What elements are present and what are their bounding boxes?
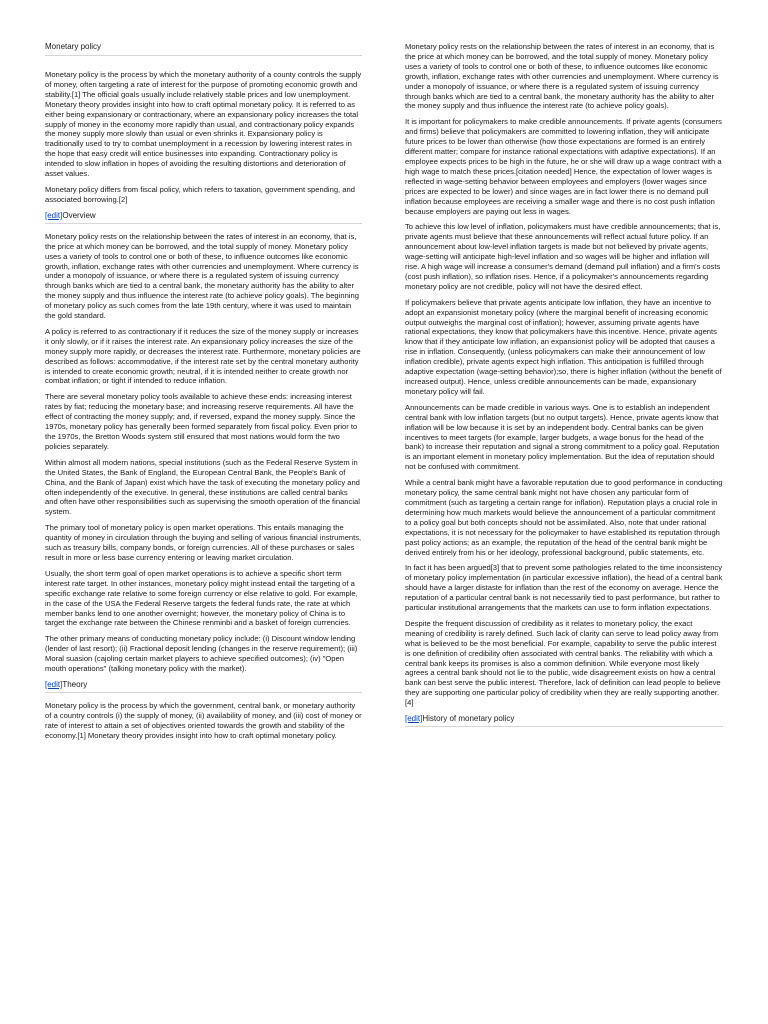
right-paragraph-5: Announcements can be made credible in various ways. One is to establish an independent central bank with low inflation targets (but no output targets). Hence, private agents know that inflation will be low because it is set by an independent body. Central banks can be given incentives to meet targets (for example, larger budgets, a wage bonus for the head of the bank) to increase their reputation and signal a strong commitment to a policy goal. Reputation is an important element in monetary policy implementation. But the idea of reputation should not be confused with commitment. [405,402,720,472]
overview-paragraph-4: Within almost all modern nations, special institutions (such as the Federal Reserve System in the United States, the Bank of England, the European Central Bank, the People's Bank of China, and the Bank of Japan) exist which have the task of executing the monetary policy and often independently of the executive. In general, these institutions are called central banks and often have other responsibilities such as supervising the smooth operation of the financial system. [45,457,360,517]
history-edit-link[interactable]: [edit] [405,714,423,724]
right-paragraph-4: If policymakers believe that private agents anticipate low inflation, they have an incentive to adopt an expansionist monetary policy (where the marginal benefit of increasing economic output outweighs the marginal cost of inflation); however, assuming private agents have rational expectations, they know that policymakers have this incentive. Hence, private agents know that if they anticipate low inflation, an expansionist policy will be adopted that causes a rise in inflation. Consequently, (unless policymakers can make their announcement of low inflation credible), private agents expect high inflation. This anticipation is fulfilled through adaptive expectation (wage-setting behavior);so, there is higher inflation (without the benefit of increased output). Hence, unless credible announcements can be made, expansionary monetary policy will fail. [405,297,722,396]
overview-paragraph-6: Usually, the short term goal of open market operations is to achieve a specific short term interest rate target. In other instances, monetary policy might instead entail the targeting of a specific exchange rate relative to some foreign currency or else relative to gold. For example, in the case of the USA the Federal Reserve targets the federal funds rate, the rate at which member banks lend to one another overnight; however, the monetary policy of China is to target the exchange rate between the Chinese renminbi and a basket of foreign currencies. [45,568,358,628]
right-paragraph-1: Monetary policy rests on the relationship between the rates of interest in an economy, that is the price at which money can be borrowed, and the total supply of money. Monetary policy uses a variety of tools to control one or both of these, to influence outcomes like economic growth, inflation, exchange rates with other currencies and unemployment. Where currency is under a monopoly of issuance, or where there is a regulated system of issuing currency through banks which are tied to a central bank, the monetary authority has the ability to alter the money supply and thus influence the interest rate (to achieve policy goals). [405,42,719,111]
theory-heading-text: Theory [62,679,88,689]
left-column [45,42,362,747]
right-paragraph-3: To achieve this low level of inflation, policymakers must have credible announcements; that is, private agents must believe that these announcements will reflect actual future policy. If an announcement about low-level inflation targets is made but not believed by private agents, wage-setting will anticipate high-level inflation and so wages will be higher and inflation will rise. A high wage will increase a consumer's demand (demand pull inflation) and a firm's costs (cost push inflation), so inflation rises. Hence, if a policymaker's announcements regarding monetary policy are not credible, policy will not have the desired effect. [405,222,721,291]
theory-edit-link[interactable]: [edit] [45,679,63,689]
overview-paragraph-7: The other primary means of conducting monetary policy include: (i) Discount window lending (lender of last resort); (ii) Fractional deposit lending (changes in the reserve requirement); (iii) Moral suasion (cajoling certain market players to achieve specified outcomes); (iv) "Open mouth operations" (talking monetary policy with the market). [45,634,358,674]
page-title: Monetary policy [45,42,362,56]
overview-paragraph-5: The primary tool of monetary policy is open market operations. This entails managing the quantity of money in circulation through the buying and selling of various financial instruments, such as treasury bills, company bonds, or foreign currencies. All of these purchases or sales result in more or less base currency entering or leaving market circulation. [45,523,362,562]
right-paragraph-8: Despite the frequent discussion of credibility as it relates to monetary policy, the exact meaning of credibility is rarely defined. Such lack of clarity can serve to lead policy away from what is believed to be the most beneficial. For example, capability to serve the public interest is one definition of credibility often associated with central banks. The reliability with which a central bank keeps its promises is also a common definition. While everyone most likely agrees a central bank should not lie to the public, wide disagreement exists on how a central bank can best serve the public interest. Therefore, lack of definition can lead people to believe they are supporting one particular policy of credibility when they are really supporting another.[4] [405,618,721,708]
overview-paragraph-1: Monetary policy rests on the relationship between the rates of interest in an economy, that is, the price at which money can be borrowed, and the total supply of money. Monetary policy uses a variety of tools to control one or both of these, to influence outcomes like economic growth, inflation, exchange rates with other currencies and unemployment. Where currency is under a monopoly of issuance, or where there is a regulated system of issuing currency through banks which are tied to a central bank, the monetary authority has the ability to alter the money supply and thus influence the interest rate (to achieve policy goals). The beginning of monetary policy as such comes from the late 19th century, where it was used to maintain the gold standard. [45,231,359,321]
right-paragraph-7: In fact it has been argued[3] that to prevent some pathologies related to the time inconsistency of monetary policy implementation (in particular excessive inflation), the head of a central bank should have a larger distaste for inflation than the rest of the economy on average. Hence the reputation of a particular central bank is not necessarily tied to past performance, but rather to particular institutional arrangements that the markets can use to form inflation expectations. [405,563,723,613]
intro-paragraph: Monetary policy is the process by which the monetary authority of a county controls the supply of money, often targeting a rate of interest for the purpose of promoting economic growth and stability.[1] The official goals usually include relatively stable prices and low unemployment. Monetary theory provides insight into how to craft optimal monetary policy. It is referred to as either being expansionary or contractionary, where an expansionary policy increases the total supply of money in the economy more rapidly than usual, and contractionary policy expands the money supply more slowly than usual or even shrinks it. Expansionary policy is traditionally used to try to combat unemployment in a recession by lowering interest rates in the hope that easy credit will entice businesses into expanding. Contractionary policy is intended to slow inflation in hopes of avoiding the resulting distortions and deterioration of asset values. [45,70,362,179]
overview-paragraph-3: There are several monetary policy tools available to achieve these ends: increasing interest rates by fiat; reducing the monetary base; and increasing reserve requirements. All have the effect of contracting the money supply; and, if reversed, expand the money supply. Since the 1970s, monetary policy has generally been formed separately from fiscal policy. Even prior to the 1970s, the Bretton Woods system still ensured that most nations would form the two policies separately. [45,392,358,451]
overview-paragraph-2: A policy is referred to as contractionary if it reduces the size of the money supply or increases it only slowly, or if it raises the interest rate. An expansionary policy increases the size of the money supply more rapidly, or decreases the interest rate. Furthermore, monetary policies are described as follows: accommodative, if the interest rate set by the central monetary authority is intended to create economic growth; neutral, if it is intended neither to create growth nor combat inflation; or tight if intended to reduce inflation. [45,326,361,386]
right-paragraph-6: While a central bank might have a favorable reputation due to good performance in conducting monetary policy, the same central bank might not have chosen any particular form of commitment (such as targeting a certain range for inflation). Reputation plays a crucial role in determining how much markets would believe the announcement of a particular commitment to a policy goal but both concepts should not be assimilated. Also, note that under rational expectations, it is not necessary for the policymaker to have established its reputation through past policy actions; as an example, the reputation of the head of the central bank might be derived entirely from his or her ideology, professional background, public statements, etc. [405,478,723,557]
history-heading-text: History of monetary policy [422,714,515,724]
fiscal-paragraph: Monetary policy differs from fiscal policy, which refers to taxation, government spending, and associated borrowing.[2] [45,184,355,204]
theory-paragraph: Monetary policy is the process by which the government, central bank, or monetary authority of a country controls (i) the supply of money, (ii) availability of money, and (iii) cost of money or rate of interest to attain a set of objectives oriented towards the growth and stability of the economy.[1] Monetary theory provides insight into how to craft optimal monetary policy. [45,700,362,740]
overview-heading [45,211,362,224]
history-heading [405,714,723,727]
theory-heading [45,680,362,693]
overview-heading-text: Overview [62,210,96,220]
right-column [405,42,723,735]
right-paragraph-2: It is important for policymakers to make credible announcements. If private agents (consumers and firms) believe that policymakers are committed to lowering inflation, they will anticipate future prices to be lower than otherwise (how those expectations are formed is an entirely different matter; compare for instance rational expectations with adaptive expectations). If an employee expects prices to be high in the future, he or she will draw up a wage contract with a high wage to match these prices.[citation needed] Hence, the expectation of lower wages is reflected in wage-setting behavior between employees and employers (lower wages since prices are expected to be lower) and since wages are in fact lower there is no demand pull inflation because employees are receiving a smaller wage and there is no cost push inflation because employers are paying out less in wages. [405,117,722,216]
overview-edit-link[interactable]: [edit] [45,210,63,220]
